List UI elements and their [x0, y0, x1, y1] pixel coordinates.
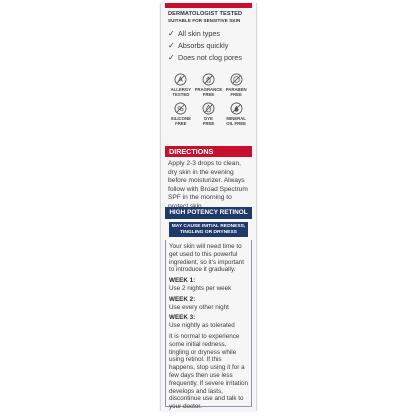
claims-list: [168, 27, 250, 63]
red-top-stripe: [165, 3, 252, 8]
claim-text: Absorbs quickly: [178, 40, 229, 50]
dermatologist-tested-heading: [168, 11, 250, 24]
label-panel: [165, 3, 252, 411]
week-text: Use every other night: [169, 303, 229, 311]
week-title: WEEK 3:: [169, 314, 196, 322]
claim-text: Does not clog pores: [178, 52, 242, 62]
product-box-side-panel: [160, 3, 257, 411]
retinol-usage-panel: [165, 240, 252, 411]
week-text: Use nightly as tolerated: [169, 322, 235, 330]
badge-label: FRAGRANCE FREE: [194, 87, 223, 97]
claim-item: [168, 27, 250, 39]
outro-text: It is normal to experience some initial redness, tingling or dryness while using retinol. If this happens, stop using it for a few days then use less frequently. If severe irritation develops and lasts, discontinue use and talk to your doctor.: [169, 332, 248, 411]
week-2: [169, 296, 248, 312]
week-text: Use 2 nights per week: [169, 284, 232, 292]
badge-paraben-free: [222, 73, 250, 97]
badge-label: DYE FREE: [202, 116, 215, 126]
checkmark-icon: ✓: [168, 40, 175, 50]
fragrance-free-icon: [202, 73, 215, 86]
week-title: WEEK 2:: [169, 295, 196, 303]
badge-dye-free: [195, 102, 223, 126]
claim-text: All skin types: [178, 28, 220, 38]
tested-line-1: DERMATOLOGIST TESTED: [168, 11, 243, 17]
high-potency-heading: HIGH POTENCY RETINOL: [165, 207, 252, 219]
intro-text: Your skin will need time to get used to this powerful ingredient, so it's important to introduce it gradually.: [169, 243, 245, 274]
badge-fragrance-free: [195, 73, 223, 97]
dye-free-icon: [202, 102, 215, 115]
free-from-badges: [167, 73, 250, 126]
claim-item: [168, 51, 250, 63]
directions-heading: DIRECTIONS: [165, 146, 252, 157]
badge-label: ALLERGY TESTED: [170, 87, 192, 97]
potency-warning: MAY CAUSE INITIAL REDNESS, TINGLING OR DRYNESS: [169, 222, 248, 237]
badge-silicone-free: [167, 102, 195, 126]
allergy-icon: [174, 73, 187, 86]
badge-label: MINERAL OIL FREE: [226, 116, 247, 126]
silicone-free-icon: [174, 102, 187, 115]
week-1: [169, 277, 248, 293]
badge-mineral-oil-free: [222, 102, 250, 126]
week-title: WEEK 1:: [169, 277, 196, 285]
claim-item: [168, 39, 250, 51]
tested-line-2: SUITABLE FOR SENSITIVE SKIN: [168, 17, 241, 23]
week-3: [169, 314, 248, 330]
checkmark-icon: ✓: [168, 52, 175, 62]
paraben-free-icon: [230, 73, 243, 86]
checkmark-icon: ✓: [168, 28, 175, 38]
mineral-oil-free-icon: [230, 102, 243, 115]
badge-allergy-tested: [167, 73, 195, 97]
directions-text: Apply 2-3 drops to clean, dry skin in the evening before moisturizer. Always follow with Broad Spectrum SPF in the morning to: [168, 160, 248, 202]
badge-label: PARABEN FREE: [225, 87, 247, 97]
badge-label: SILICONE FREE: [170, 116, 191, 126]
